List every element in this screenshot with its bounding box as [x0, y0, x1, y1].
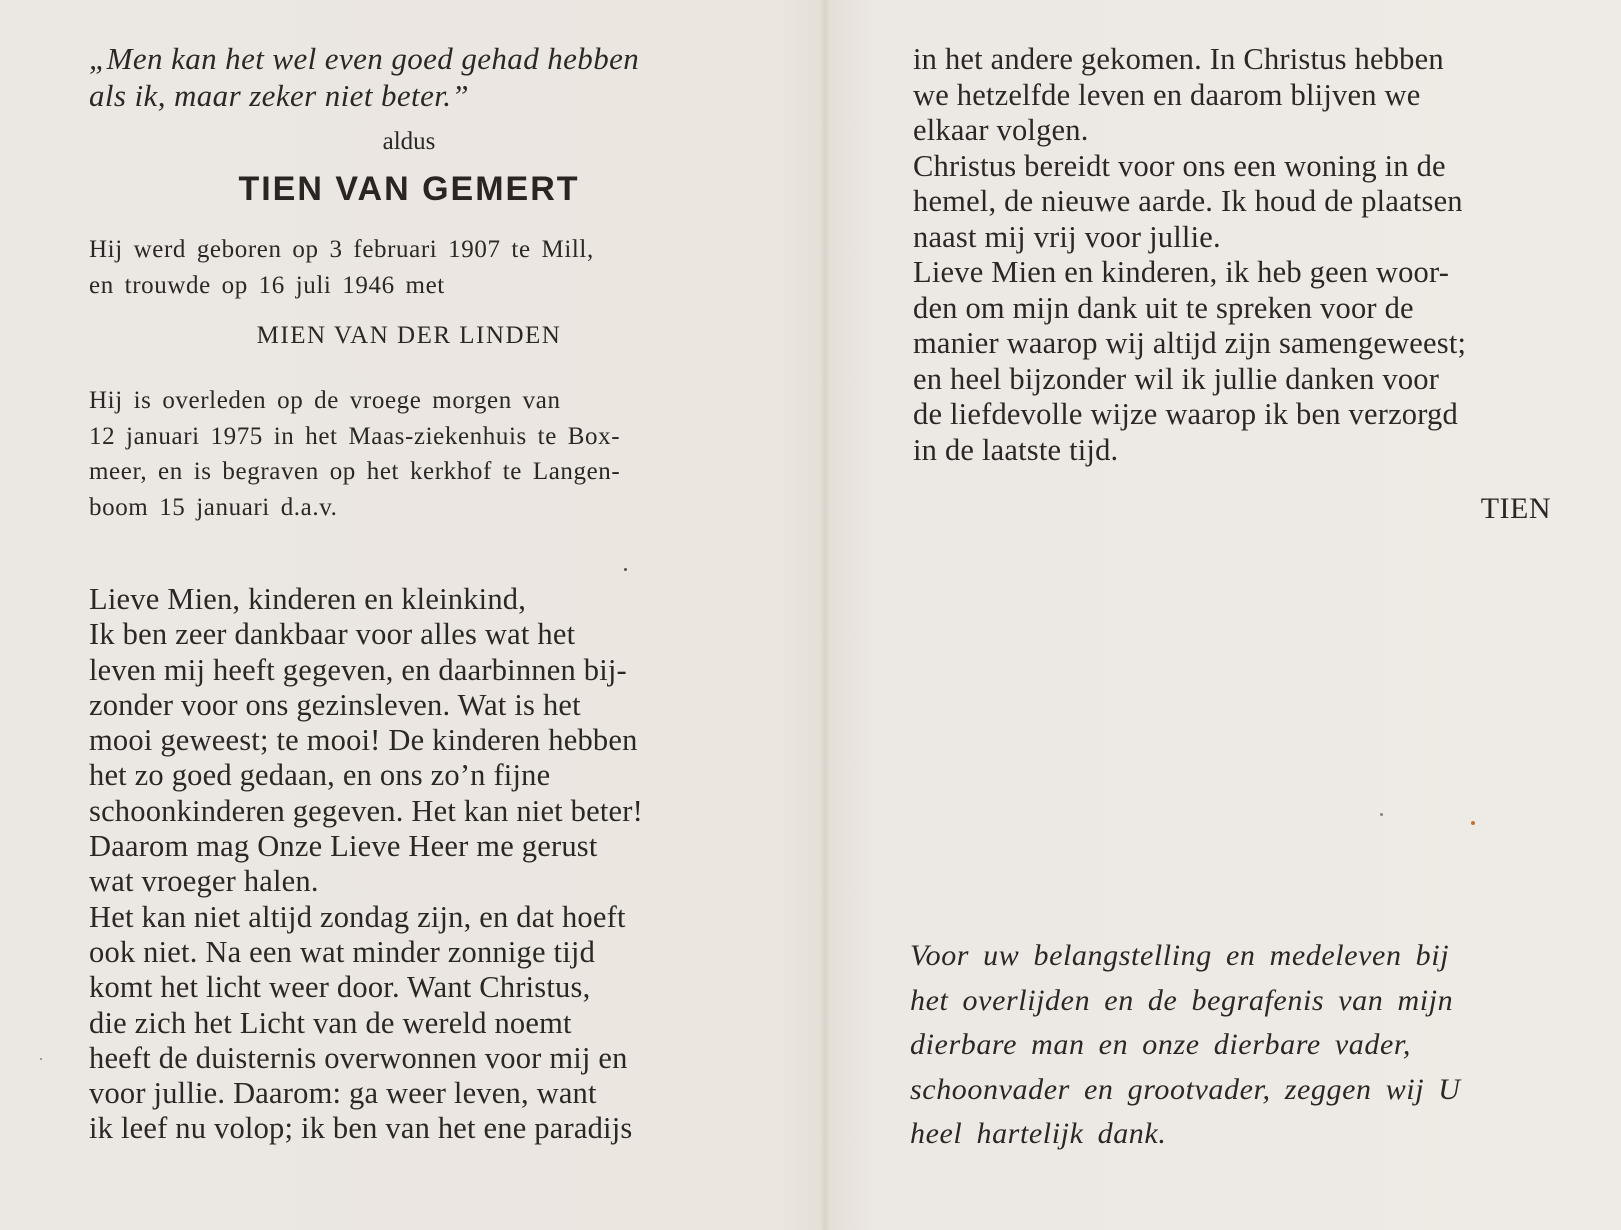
letter-line: Lieve Mien en kinderen, ik heb geen woor-: [913, 255, 1450, 289]
letter-line: ook niet. Na een wat minder zonnige tijd: [89, 934, 596, 969]
thanks-line: schoonvader en grootvader, zeggen wij U: [910, 1072, 1461, 1106]
letter-line: zonder voor ons gezinsleven. Wat is het: [89, 687, 581, 722]
aldus-label: aldus: [382, 128, 436, 155]
farewell-letter-continued: [913, 42, 1551, 468]
thanks-line: heel hartelijk dank.: [910, 1117, 1167, 1150]
thanks-line: Voor uw belangstelling en medeleven bij: [910, 939, 1450, 972]
letter-line: manier waarop wij altijd zijn samengeweest;: [913, 326, 1467, 360]
letter-line: en heel bijzonder wil ik jullie danken voor: [913, 361, 1440, 396]
thank-you-note: [910, 934, 1551, 1157]
thanks-line: dierbare man en onze dierbare vader,: [910, 1028, 1411, 1061]
quote-line: „Men kan het wel even goed gehad hebben: [89, 41, 640, 76]
spouse-name: MIEN VAN DER LINDEN: [256, 322, 562, 349]
letter-line: naast mij vrij voor jullie.: [913, 219, 1221, 254]
death-burial-text: [89, 383, 729, 525]
birth-line: Hij werd geboren op 3 februari 1907 te Mill,: [89, 236, 594, 263]
letter-line: voor jullie. Daarom: ga weer leven, want: [89, 1076, 597, 1111]
letter-line: elkaar volgen.: [913, 113, 1089, 147]
letter-line: komt het licht weer door. Want Christus,: [89, 970, 591, 1005]
letter-line: mooi geweest; te mooi! De kinderen hebben: [89, 723, 638, 758]
letter-line: den om mijn dank uit te spreken voor de: [913, 290, 1414, 325]
deceased-name: TIEN VAN GEMERT: [238, 170, 580, 208]
letter-line: Lieve Mien, kinderen en kleinkind,: [89, 582, 527, 616]
letter-line: we hetzelfde leven en daarom blijven we: [913, 77, 1421, 112]
birth-marriage-text: [89, 232, 729, 304]
letter-line: wat vroeger halen.: [89, 864, 319, 899]
letter-line: schoonkinderen gegeven. Het kan niet beter!: [89, 793, 643, 828]
letter-line: Christus bereidt voor ons een woning in de: [913, 148, 1446, 183]
paper-speck: [1380, 813, 1383, 816]
opening-quote: [89, 40, 729, 114]
birth-line: en trouwde op 16 juli 1946 met: [89, 272, 445, 299]
letter-line: Het kan niet altijd zondag zijn, en dat hoeft: [89, 899, 626, 934]
letter-line: in het andere gekomen. In Christus hebben: [913, 42, 1444, 76]
letter-line: die zich het Licht van de wereld noemt: [89, 1005, 572, 1040]
farewell-letter: [89, 582, 729, 1147]
letter-line: leven mij heeft gegeven, en daarbinnen bij-: [89, 652, 627, 687]
death-line: boom 15 januari d.a.v.: [89, 493, 338, 521]
death-line: 12 januari 1975 in het Maas-ziekenhuis te Box-: [89, 422, 621, 450]
card-fold: [820, 0, 830, 1230]
letter-line: hemel, de nieuwe aarde. Ik houd de plaatsen: [913, 184, 1463, 218]
letter-line: de liefdevolle wijze waarop ik ben verzorgd: [913, 397, 1458, 431]
quote-line: als ik, maar zeker niet beter.”: [89, 78, 470, 113]
letter-line: ik leef nu volop; ik ben van het ene paradijs: [89, 1111, 633, 1146]
letter-line: in de laatste tijd.: [913, 432, 1119, 467]
letter-line: Ik ben zeer dankbaar voor alles wat het: [89, 617, 576, 652]
paper-speck: [1471, 821, 1475, 825]
death-line: meer, en is begraven op het kerkhof te Langen-: [89, 458, 621, 485]
letter-line: het zo goed gedaan, en ons zo’n fijne: [89, 758, 551, 793]
death-line: Hij is overleden op de vroege morgen van: [89, 387, 561, 414]
letter-line: Daarom mag Onze Lieve Heer me gerust: [89, 829, 598, 864]
thanks-line: het overlijden en de begrafenis van mijn: [910, 983, 1454, 1017]
paper-speck: [40, 1058, 42, 1060]
letter-signature: TIEN: [1480, 492, 1551, 525]
letter-line: heeft de duisternis overwonnen voor mij en: [89, 1040, 628, 1075]
paper-speck: [624, 568, 627, 571]
